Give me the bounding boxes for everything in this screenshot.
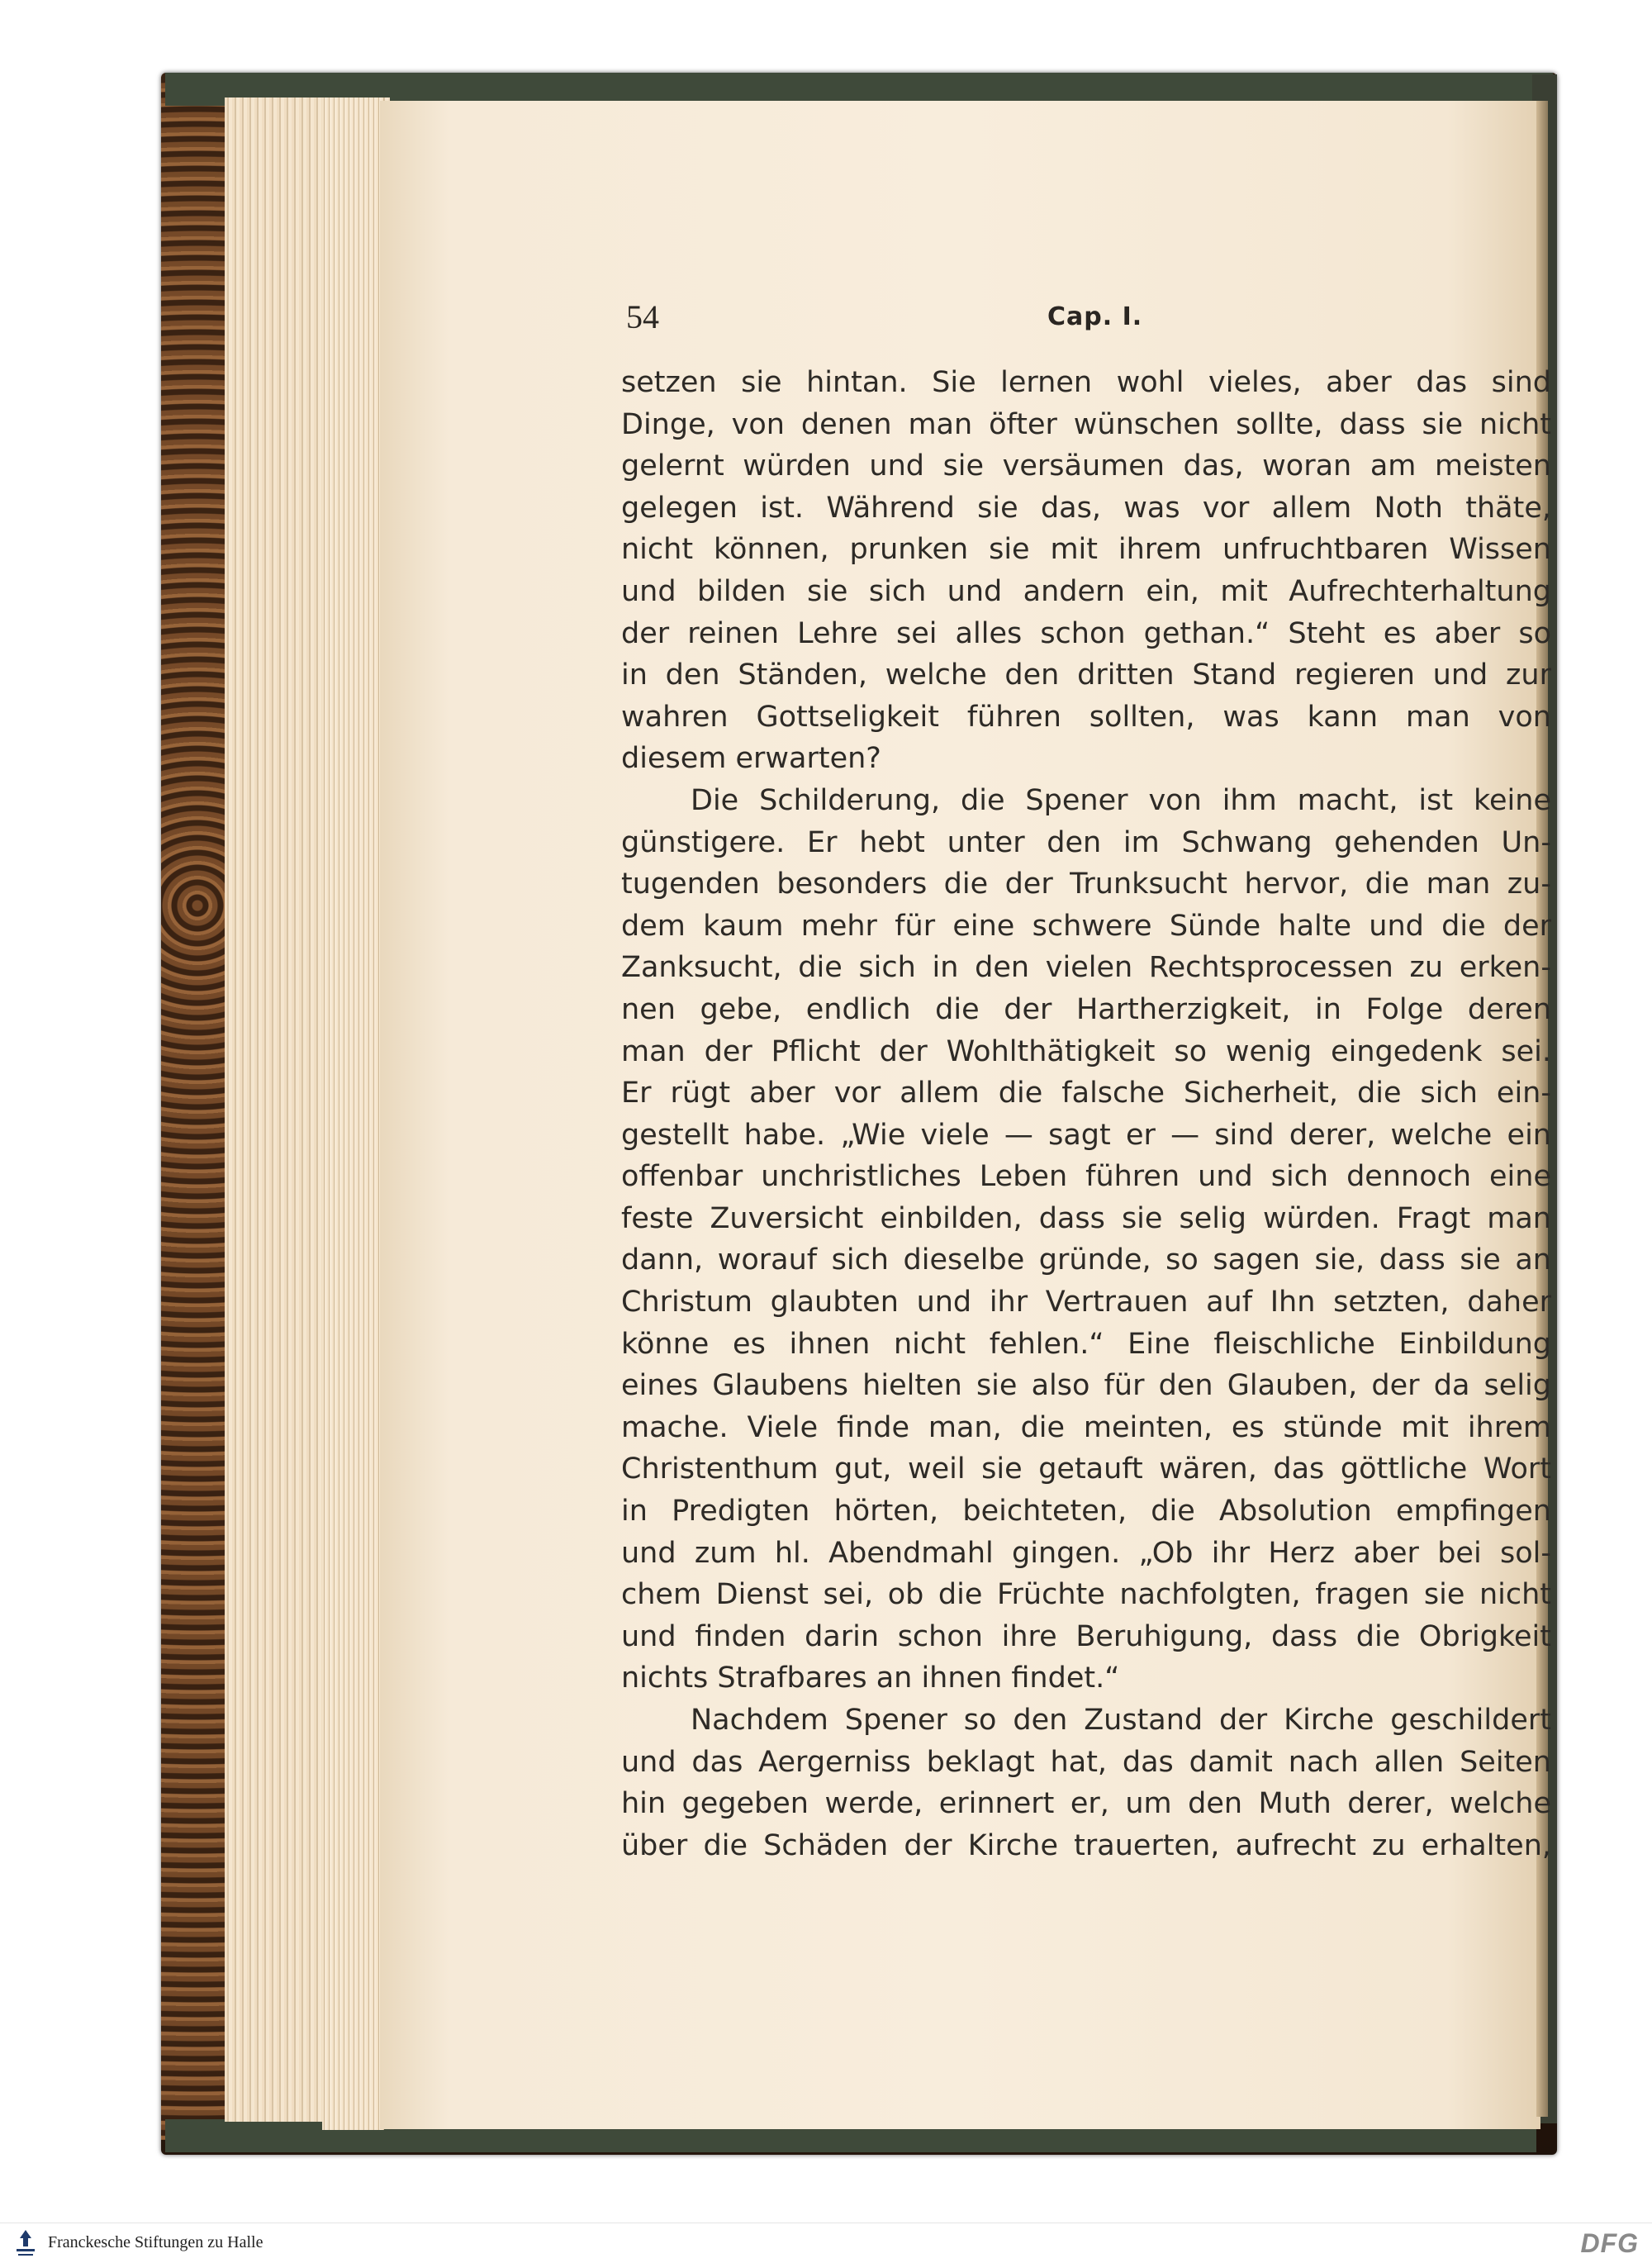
page-number: 54	[626, 298, 659, 335]
text-line: hin gegeben werde, erinnert er, um den Muth derer, welche	[621, 1787, 1551, 1821]
text-line: günstigere. Er hebt unter den im Schwang gehenden Un-	[621, 825, 1551, 859]
text-line: und zum hl. Abendmahl gingen. „Ob ihr Herz aber bei sol-	[621, 1536, 1551, 1570]
text-line: über die Schäden der Kirche trauerten, aufrecht zu erhalten,	[621, 1828, 1551, 1862]
text-line: und bilden sie sich und andern ein, mit Aufrechterhaltung	[621, 574, 1551, 608]
text-line: Christum glaubten und ihr Vertrauen auf Ihn setzten, daher	[621, 1286, 1551, 1319]
text-line: mache. Viele finde man, die meinten, es stünde mit ihrem	[621, 1410, 1551, 1444]
text-line: Die Schilderung, die Spener von ihm macht, ist keine	[691, 783, 1551, 817]
text-line: gelegen ist. Während sie das, was vor allem Noth thäte,	[621, 491, 1551, 525]
text-line: setzen sie hintan. Sie lernen wohl vieles, aber das sind	[621, 366, 1551, 399]
institution-name: Franckesche Stiftungen zu Halle	[48, 2233, 263, 2251]
text-line: chem Dienst sei, ob die Früchte nachfolgten, fragen sie nicht	[621, 1578, 1551, 1612]
text-line: Er rügt aber vor allem die falsche Sicherheit, die sich ein-	[621, 1077, 1551, 1110]
text-line: in Predigten hörten, beichteten, die Absolution empfingen	[621, 1495, 1551, 1528]
page-header	[626, 297, 1551, 339]
text-line: Nachdem Spener so den Zustand der Kirche geschildert	[691, 1704, 1551, 1737]
text-line: und das Aergerniss beklagt hat, das damit nach allen Seiten	[621, 1745, 1551, 1779]
dfg-logo: DFG	[1580, 2228, 1639, 2258]
text-line: in den Ständen, welche den dritten Stand regieren und zur	[621, 658, 1551, 692]
text-line: dann, worauf sich dieselbe gründe, so sagen sie, dass sie an	[621, 1243, 1551, 1277]
text-line: offenbar unchristliches Leben führen und sich dennoch eine	[621, 1160, 1551, 1194]
viewer-footer	[0, 2223, 1652, 2263]
page-edges-inner	[322, 97, 384, 2130]
text-line: feste Zuversicht einbilden, dass sie selig würden. Fragt man	[621, 1201, 1551, 1235]
text-line: nen gebe, endlich die der Hartherzigkeit, in Folge deren	[621, 992, 1551, 1026]
body-text	[621, 362, 1551, 1866]
text-line: könne es ihnen nicht fehlen.“ Eine fleischliche Einbildung	[621, 1327, 1551, 1361]
text-line: dem kaum mehr für eine schwere Sünde halte und die der	[621, 909, 1551, 943]
text-line: Christenthum gut, weil sie getauft wären, das göttliche Wort	[621, 1452, 1551, 1486]
text-line: man der Pflicht der Wohlthätigkeit so wenig eingedenk sei.	[621, 1034, 1551, 1068]
text-line: der reinen Lehre sei alles schon gethan.“ Steht es aber so	[621, 616, 1551, 650]
text-line: Zanksucht, die sich in den vielen Rechtsprocessen zu erken-	[621, 951, 1551, 985]
text-line: nicht können, prunken sie mit ihrem unfruchtbaren Wissen	[621, 533, 1551, 567]
text-line: eines Glaubens hielten sie also für den Glauben, der da selig	[621, 1369, 1551, 1403]
running-title: Cap. I.	[1047, 302, 1143, 331]
text-line: gestellt habe. „Wie viele — sagt er — sind derer, welche ein	[621, 1118, 1551, 1152]
text-line: und finden darin schon ihre Beruhigung, dass die Obrigkeit	[621, 1619, 1551, 1653]
text-line: diesem erwarten?	[621, 742, 881, 776]
text-line: gelernt würden und sie versäumen das, woran am meisten	[621, 449, 1551, 483]
text-line: wahren Gottseligkeit führen sollten, was kann man von	[621, 700, 1551, 734]
text-line: tugenden besonders die der Trunksucht hervor, die man zu-	[621, 868, 1551, 901]
text-line: nichts Strafbares an ihnen findet.“	[621, 1662, 1120, 1695]
institution-logo-icon	[12, 2227, 40, 2260]
text-line: Dinge, von denen man öfter wünschen sollte, dass sie nicht	[621, 407, 1551, 441]
